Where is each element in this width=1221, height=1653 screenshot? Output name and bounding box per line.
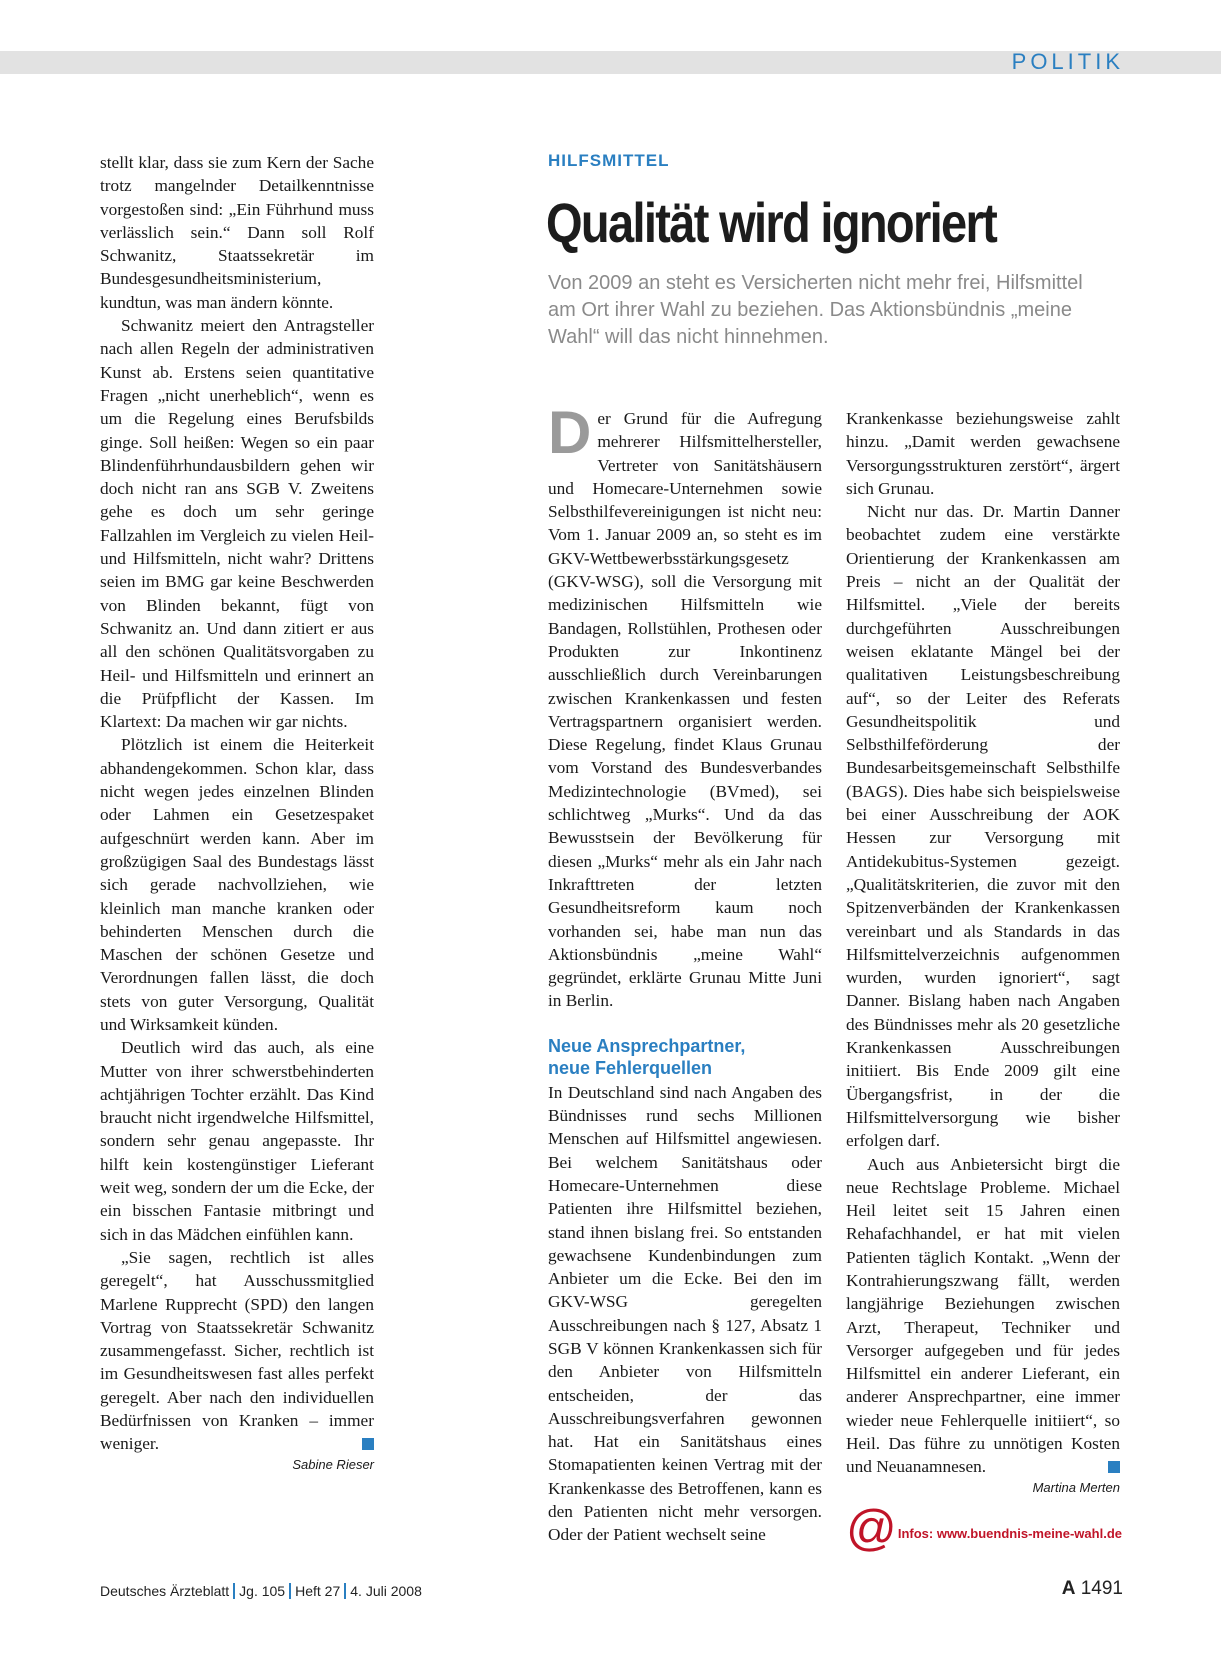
footer-separator — [233, 1583, 235, 1599]
paragraph: Deutlich wird das auch, als eine Mutter von ihrer schwerstbehinderten achtjährigen Tochter erzählt. Das Kind braucht nicht irgendwelche Hilfsmittel, sondern sehr genau angepasste. Ihr hilft kein kostengünstiger Lieferant weit weg, sondern der um die Ecke, der ein bisschen Fantasie mitbringt und sich in das Mädchen einfühlen kann. — [100, 1038, 375, 1244]
paragraph: In Deutschland sind nach Angaben des Bündnisses rund sechs Millionen Menschen auf Hilfsmittel angewiesen. Bei welchem Sanitätshaus oder Homecare-Unternehmen diese Patienten ihre Hilfsmittel beziehen, stand ihnen bislang frei. So entstanden gewachsene Kundenbindungen zum Anbieter um die Ecke. Bei den im GKV-WSG geregelten Ausschreibungen nach § 127, Absatz 1 SGB V können Krankenkassen sich für den Anbieter von Hilfsmitteln entscheiden, der das Ausschreibungsverfahren gewonnen hat. Hat ein Sanitätshaus eines Stomapatienten keinen Vertrag mit der Krankenkasse des Betroffenen, kann es den Patienten nicht mehr versorgen. Oder der Patient wechselt seine — [548, 1082, 822, 1545]
subheading — [548, 1035, 822, 1079]
drop-cap: D — [548, 399, 592, 466]
paragraph: stellt klar, dass sie zum Kern der Sache trotz mangelnder Detailkenntnisse vorgestoßen sind: „Ein Führhund muss verlässlich sein.“ Dann soll Rolf Schwanitz, Staatssekretär im Bundesgesundheitsministerium, kundtun, was man ändern könnte. — [100, 153, 374, 312]
lead-paragraph — [548, 399, 822, 1013]
standfirst: Von 2009 an steht es Versicherten nicht mehr frei, Hilfsmittel am Ort ihrer Wahl zu beziehen. Das Aktionsbündnis „meine Wahl“ will das nicht hinnehmen. — [548, 272, 1083, 348]
author: Martina Merten — [1032, 1479, 1120, 1495]
paragraph-text: Auch aus Anbietersicht birgt die neue Rechtslage Probleme. Michael Heil leitet seit 15 Jahren einen Rehafachhandel, er hat mit vielen Patienten täglich Kontakt. „Wenn der Kontrahierungszwang fällt, werden langjährige Beziehungen zwischen Arzt, Therapeut, Techniker und Versorger aufgegeben und für jedes Hilfsmittel ein anderer Lieferant, ein anderer Ansprechpartner, eine immer wieder neue Fehlerquelle initiiert“, so Heil. Das führe zu unnötigen Kosten und Neuanamnesen. — [846, 1154, 1120, 1477]
page-prefix: A — [1061, 1578, 1076, 1599]
info-box — [846, 1500, 1122, 1556]
date: 4. Juli 2008 — [350, 1583, 422, 1599]
section-label: POLITIK — [1011, 49, 1124, 74]
paragraph: Schwanitz meiert den Antragsteller nach allen Regeln der administrativen Kunst ab. Erstens seien quantitative Fragen „nicht unerheblich“, wenn es um die Regelung eines Berufsbilds ginge. Soll heißen: Wegen so ein paar Blindenführhundausbildern gehen wir doch nicht ran ans SGB V. Zweitens gehe es doch um sehr geringe Fallzahlen im Vergleich zu vielen Heil- und Hilfsmitteln, nicht wahr? Drittens seien im BMG gar keine Beschwerden von Blinden bekannt, fügt von Schwanitz an. Und dann zitiert er aus all den schönen Qualitätsvorgaben zu Heil- und Hilfsmitteln und erinnert an die Prüfpflicht der Kassen. Im Klartext: Da machen wir gar nichts. — [100, 316, 374, 732]
footer-separator — [344, 1583, 346, 1599]
paragraph: Plötzlich ist einem die Heiterkeit abhandengekommen. Schon klar, dass nicht wegen jedes einzelnen Blinden oder Lahmen ein Gesetzespaket aufgeschnürt werden kann. Aber im großzügigen Saal des Bundestags lässt sich gerade nachvollziehen, wie kleinlich man manche kranken oder behinderten Menschen durch die Maschen der schönen Gesetze und Verordnungen fallen lässt, die doch stets von guter Versorgung, Qualität und Wirksamkeit künden. — [100, 735, 374, 1034]
end-square-icon — [1108, 1461, 1120, 1473]
at-icon: @ — [846, 1500, 897, 1556]
paragraph: Nicht nur das. Dr. Martin Danner beobachtet zudem eine verstärkte Orientierung der Krankenkassen am Preis – nicht an der Qualität der Hilfsmittel. „Viele der bereits durchgeführten Ausschreibungen weisen eklatante Mängel bei der qualitativen Leistungsbeschreibung auf“, so der Leiter des Referats Gesundheitspolitik und Selbsthilfeförderung der Bundesarbeitsgemeinschaft Selbsthilfe (BAGS). Dies habe sich beispielsweise bei einer Ausschreibung der AOK Hessen zur Versorgung mit Antidekubitus-Systemen gezeigt. „Qualitätskriterien, die zuvor mit den Spitzenverbänden der Krankenkassen vereinbart und als Standards in das Hilfsmittelverzeichnis aufgenommen wurden, wurden ignoriert“, sagt Danner. Bislang haben nach Angaben des Bündnisses mehr als 20 gesetzliche Krankenkassen Ausschreibungen initiiert. Bis Ende 2009 gilt eine Übergangsfrist, in der die Hilfsmittelversorgung wie bisher erfolgen darf. — [846, 502, 1120, 1151]
info-link[interactable]: Infos: www.buendnis-meine-wahl.de — [897, 1526, 1122, 1541]
page-number — [1062, 1578, 1123, 1600]
paragraph-last — [846, 1153, 1120, 1479]
page-number-value: 1491 — [1080, 1578, 1123, 1599]
article-column-2 — [548, 399, 822, 1547]
volume: Jg. 105 — [239, 1583, 286, 1599]
paragraph-last — [100, 1246, 374, 1456]
end-square-icon — [362, 1438, 374, 1450]
paragraph-text: „Sie sagen, rechtlich ist alles geregelt“, hat Ausschussmitglied Marlene Rupprecht (SPD) den langen Vortrag von Staatssekretär Schwanitz zusammengefasst. Sicher, rechtlich ist im Gesundheitswesen fast alles perfekt geregelt. Aber nach den individuellen Bedürfnissen von Kranken – immer weniger. — [100, 1247, 374, 1454]
issue: Heft 27 — [295, 1583, 341, 1599]
headline: Qualität wird ignoriert — [546, 191, 997, 254]
paragraph-text: er Grund für die Aufregung mehrerer Hilfsmittelhersteller, Vertreter von Sanitätshäusern und Homecare-Unternehmen sowie Selbsthilfevereinigungen ist nicht neu: Vom 1. Januar 2009 an, so steht es im GKV-Wettbewerbsstärkungsgesetz (GKV-WSG), soll die Versorgung mit medizinischen Hilfsmitteln wie Bandagen, Rollstühlen, Prothesen oder Produkten zur Inkontinenz ausschließlich durch Vereinbarungen zwischen Krankenkassen und festen Vertragspartnern organisiert werden. Diese Regelung, findet Klaus Grunau vom Vorstand des Bundesverbandes Medizintechnologie (BVmed), sei schlichtweg „Murks“. Und da das Bewusstsein der Bevölkerung für diesen „Murks“ mehr als ein Jahr nach Inkrafttreten der letzten Gesundheitsreform kaum noch vorhanden sei, habe man nun das Aktionsbündnis „meine Wahl“ gegründet, erklärte Grunau Mitte Juni in Berlin. — [548, 409, 822, 1011]
footer-separator — [289, 1583, 291, 1599]
article-column-3 — [846, 407, 1120, 1497]
journal-name: Deutsches Ärzteblatt — [100, 1583, 230, 1599]
subheading-line: Neue Ansprechpartner, — [548, 1035, 746, 1056]
kicker: HILFSMITTEL — [548, 151, 670, 170]
subheading-line: neue Fehlerquellen — [548, 1057, 713, 1078]
previous-article-column — [100, 151, 374, 1474]
footer — [100, 1583, 422, 1599]
author: Sabine Rieser — [292, 1456, 374, 1472]
paragraph: Krankenkasse beziehungsweise zahlt hinzu. „Damit werden gewachsene Versorgungsstrukturen zerstört“, ärgert sich Grunau. — [846, 409, 1120, 498]
